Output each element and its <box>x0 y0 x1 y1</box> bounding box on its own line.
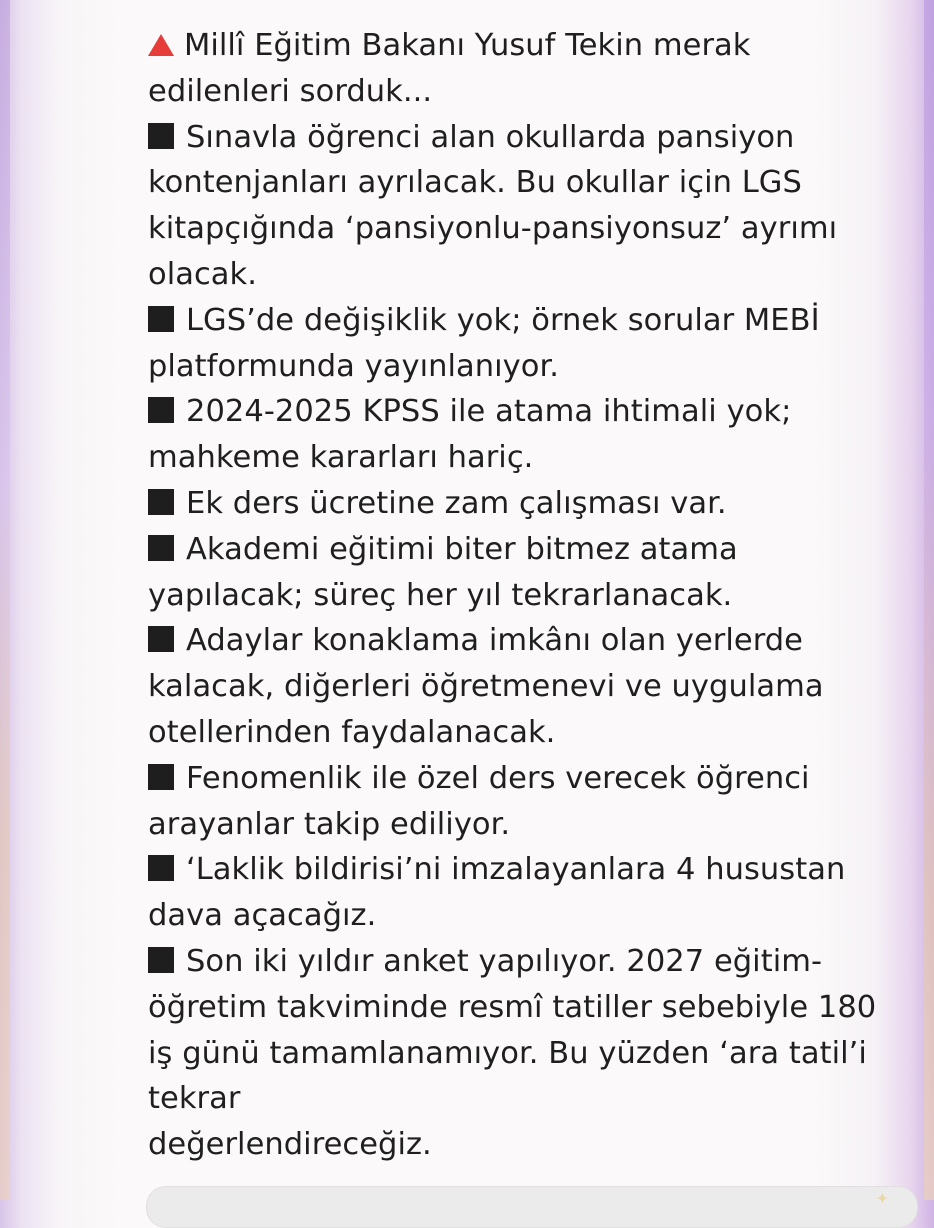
item-line: yapılacak; süreç her yıl tekrarlanacak. <box>148 577 733 613</box>
compose-field[interactable] <box>146 1186 918 1228</box>
black-square-icon <box>148 626 174 652</box>
black-square-icon <box>148 855 174 881</box>
item-line: kontenjanları ayrılacak. Bu okullar için LGS <box>148 165 802 201</box>
item-line: kitapçığında ‘pansiyonlu-pansiyonsuz’ ayrımı <box>148 211 838 247</box>
black-square-icon <box>148 947 174 973</box>
black-square-icon <box>148 764 174 790</box>
item-line: öğretim takviminde resmî tatiller sebebiyle 180 <box>148 989 877 1025</box>
item-line: dava açacağız. <box>148 898 377 934</box>
item-line: Son iki yıldır anket yapılıyor. 2027 eğitim- <box>148 939 908 985</box>
left-glow-edge <box>0 0 10 1200</box>
red-triangle-icon <box>148 34 174 56</box>
item-line: Akademi eğitimi biter bitmez atama <box>148 527 908 573</box>
intro-line: edilenleri sorduk... <box>148 73 433 109</box>
item-line: tekrar <box>148 1081 241 1117</box>
item-line: mahkeme kararları hariç. <box>148 440 534 476</box>
item-line: iş günü tamamlanamıyor. Bu yüzden ‘ara tatil’i <box>148 1035 867 1071</box>
item-line: Adaylar konaklama imkânı olan yerlerde <box>148 618 908 664</box>
item-line: platformunda yayınlanıyor. <box>148 348 560 384</box>
item-line: 2024-2025 KPSS ile atama ihtimali yok; <box>148 389 908 435</box>
item-line: ‘Laklik bildirisi’ni imzalayanlara 4 husustan <box>148 847 908 893</box>
black-square-icon <box>148 123 174 149</box>
black-square-icon <box>148 489 174 515</box>
item-line: kalacak, diğerleri öğretmenevi ve uygulama <box>148 669 824 705</box>
item-line: otellerinden faydalanacak. <box>148 714 556 750</box>
intro-line: Millî Eğitim Bakanı Yusuf Tekin merak <box>148 23 908 69</box>
item-line: Ek ders ücretine zam çalışması var. <box>148 481 908 527</box>
item-line: Sınavla öğrenci alan okullarda pansiyon <box>148 115 908 161</box>
black-square-icon <box>148 535 174 561</box>
sparkle-icon[interactable]: ✦ <box>875 1189 889 1208</box>
item-line: olacak. <box>148 256 257 292</box>
message-body <box>148 23 908 1168</box>
item-line: Fenomenlik ile özel ders verecek öğrenci <box>148 756 908 802</box>
item-line: LGS’de değişiklik yok; örnek sorular MEBİ <box>148 298 908 344</box>
black-square-icon <box>148 306 174 332</box>
black-square-icon <box>148 397 174 423</box>
item-line: arayanlar takip ediliyor. <box>148 806 511 842</box>
item-line: değerlendireceğiz. <box>148 1127 432 1163</box>
right-glow-edge <box>924 0 934 1200</box>
